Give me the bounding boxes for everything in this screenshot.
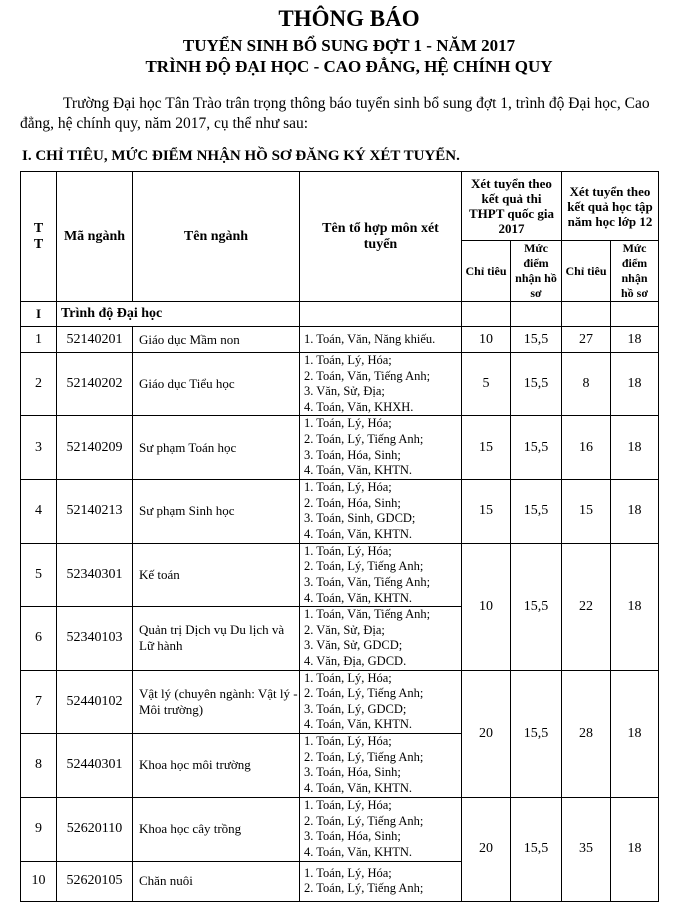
row-ten-nganh: Quản trị Dịch vụ Du lịch và Lữ hành [133,607,300,670]
combo-line: 3. Toán, Hóa, Sinh; [304,765,401,780]
header-to-hop: Tên tổ hợp môn xét tuyển [300,172,462,302]
combo-line: 1. Toán, Lý, Hóa; [304,865,392,880]
row-ten-nganh: Giáo dục Mầm non [133,327,300,353]
group-muc-diem-thpt: 15,5 [511,797,562,901]
group-muc-diem-thpt: 15,5 [511,670,562,797]
row-muc-diem-thpt: 15,5 [511,479,562,543]
row-to-hop [300,543,462,606]
table-row [21,670,659,733]
section-row-tt: I [21,302,57,327]
header-tt: T T [21,172,57,302]
table-row [21,353,659,416]
row-chi-tieu-thpt: 5 [462,353,511,416]
row-to-hop [300,607,462,670]
group-muc-diem-thpt: 15,5 [511,543,562,670]
header-ma-nganh: Mã ngành [57,172,133,302]
row-chi-tieu-hocba: 8 [562,353,611,416]
row-ma-nganh: 52140201 [57,327,133,353]
table-row [21,479,659,543]
combo-line: 4. Toán, Văn, KHTN. [304,717,413,732]
group-chi-tieu-thpt: 20 [462,670,511,797]
combo-line: 4. Toán, Văn, KHTN. [304,590,413,605]
table-row [21,327,659,353]
row-muc-diem-thpt: 15,5 [511,416,562,479]
row-to-hop [300,353,462,416]
section-row-label: Trình độ Đại học [57,302,300,327]
group-chi-tieu-hocba: 35 [562,797,611,901]
group-chi-tieu-thpt: 10 [462,543,511,670]
combo-line: 1. Toán, Lý, Hóa; [304,480,392,495]
header-group-thpt: Xét tuyển theo kết quả thi THPT quốc gia 2017 [462,172,562,241]
row-tt: 5 [21,543,57,606]
row-chi-tieu-thpt: 10 [462,327,511,353]
combo-line: 1. Toán, Lý, Hóa; [304,543,392,558]
row-tt: 6 [21,607,57,670]
combo-line: 2. Toán, Văn, Tiếng Anh; [304,368,431,383]
row-muc-diem-hocba: 18 [611,353,659,416]
row-to-hop [300,797,462,861]
row-ten-nganh: Khoa học cây trồng [133,797,300,861]
notice-subtitle-1: TUYỂN SINH BỔ SUNG ĐỢT 1 - NĂM 2017 [182,36,516,55]
row-tt: 1 [21,327,57,353]
notice-subtitle-2: TRÌNH ĐỘ ĐẠI HỌC - CAO ĐẲNG, HỆ CHÍNH QUY [145,57,553,76]
row-ma-nganh: 52440301 [57,733,133,797]
combo-line: 1. Toán, Văn, Tiếng Anh; [304,607,431,622]
row-ten-nganh: Giáo dục Tiểu học [133,353,300,416]
row-to-hop [300,479,462,543]
combo-line: 2. Toán, Lý, Tiếng Anh; [304,881,424,896]
header-muc-diem-2: Mức điểm nhận hồ sơ [611,241,659,302]
row-to-hop [300,733,462,797]
section-heading: I. CHỈ TIÊU, MỨC ĐIỂM NHẬN HỒ SƠ ĐĂNG KÝ XÉT TUYỂN. [22,148,460,164]
notice-title: THÔNG BÁO [278,6,420,31]
combo-line: 3. Toán, Văn, Tiếng Anh; [304,574,431,589]
combo-line: 2. Toán, Lý, Tiếng Anh; [304,431,424,446]
row-tt: 2 [21,353,57,416]
group-chi-tieu-thpt: 20 [462,797,511,901]
row-to-hop [300,327,462,353]
table-row [21,543,659,606]
row-chi-tieu-hocba: 27 [562,327,611,353]
combo-line: 1. Toán, Lý, Hóa; [304,670,392,685]
group-muc-diem-hocba: 18 [611,797,659,901]
row-ten-nganh: Sư phạm Sinh học [133,479,300,543]
combo-line: 4. Toán, Văn, KHTN. [304,463,413,478]
row-ma-nganh: 52620105 [57,861,133,901]
combo-line: 4. Toán, Văn, KHTN. [304,844,413,859]
row-ma-nganh: 52340301 [57,543,133,606]
combo-line: 3. Văn, Sử, Địa; [304,384,385,399]
row-muc-diem-thpt: 15,5 [511,327,562,353]
combo-line: 4. Văn, Địa, GDCD. [304,653,407,668]
row-chi-tieu-hocba: 15 [562,479,611,543]
combo-line: 4. Toán, Văn, KHXH. [304,399,414,414]
combo-line: 3. Toán, Hóa, Sinh; [304,829,401,844]
combo-line: 1. Toán, Lý, Hóa; [304,798,392,813]
row-tt: 9 [21,797,57,861]
admission-table [20,171,659,902]
group-chi-tieu-hocba: 28 [562,670,611,797]
combo-line: 2. Toán, Lý, Tiếng Anh; [304,749,424,764]
header-chi-tieu-2: Chỉ tiêu [562,241,611,302]
header-muc-diem-1: Mức điểm nhận hồ sơ [511,241,562,302]
combo-line: 1. Toán, Lý, Hóa; [304,416,392,431]
group-chi-tieu-hocba: 22 [562,543,611,670]
row-ma-nganh: 52140202 [57,353,133,416]
intro-paragraph: Trường Đại học Tân Trào trân trọng thông báo tuyển sinh bổ sung đợt 1, trình độ Đại học, Cao đẳng, hệ chính quy, năm 2017, cụ thể như sau: [20,95,650,132]
row-ten-nganh: Kế toán [133,543,300,606]
row-ten-nganh: Vật lý (chuyên ngành: Vật lý - Môi trường) [133,670,300,733]
row-muc-diem-hocba: 18 [611,479,659,543]
row-muc-diem-thpt: 15,5 [511,353,562,416]
combo-line: 4. Toán, Văn, KHTN. [304,780,413,795]
header-group-hocba: Xét tuyển theo kết quả học tập năm học lớp 12 [562,172,659,241]
combo-line: 3. Văn, Sử, GDCD; [304,638,403,653]
row-chi-tieu-thpt: 15 [462,416,511,479]
combo-line: 3. Toán, Sinh, GDCD; [304,511,416,526]
table-row [21,797,659,861]
row-tt: 4 [21,479,57,543]
combo-line: 2. Toán, Lý, Tiếng Anh; [304,686,424,701]
row-ten-nganh: Khoa học môi trường [133,733,300,797]
row-chi-tieu-thpt: 15 [462,479,511,543]
row-to-hop [300,670,462,733]
combo-line: 1. Toán, Lý, Hóa; [304,734,392,749]
combo-line: 3. Toán, Hóa, Sinh; [304,447,401,462]
row-ma-nganh: 52140213 [57,479,133,543]
row-muc-diem-hocba: 18 [611,416,659,479]
row-ma-nganh: 52340103 [57,607,133,670]
row-tt: 10 [21,861,57,901]
row-chi-tieu-hocba: 16 [562,416,611,479]
row-ten-nganh: Sư phạm Toán học [133,416,300,479]
table-row [21,416,659,479]
combo-line: 2. Toán, Hóa, Sinh; [304,495,401,510]
combo-line: 3. Toán, Lý, GDCD; [304,701,407,716]
row-to-hop [300,861,462,901]
row-to-hop [300,416,462,479]
row-ma-nganh: 52620110 [57,797,133,861]
combo-line: 4. Toán, Văn, KHTN. [304,526,413,541]
row-muc-diem-hocba: 18 [611,327,659,353]
row-ten-nganh: Chăn nuôi [133,861,300,901]
combo-line: 2. Toán, Lý, Tiếng Anh; [304,813,424,828]
row-ma-nganh: 52140209 [57,416,133,479]
header-ten-nganh: Tên ngành [133,172,300,302]
combo-line: 2. Toán, Lý, Tiếng Anh; [304,559,424,574]
group-muc-diem-hocba: 18 [611,543,659,670]
row-tt: 7 [21,670,57,733]
combo-line: 1. Toán, Lý, Hóa; [304,353,392,367]
group-muc-diem-hocba: 18 [611,670,659,797]
header-chi-tieu-1: Chỉ tiêu [462,241,511,302]
row-tt: 8 [21,733,57,797]
combo-line: 1. Toán, Văn, Năng khiếu. [304,331,436,346]
row-tt: 3 [21,416,57,479]
combo-line: 2. Văn, Sử, Địa; [304,622,385,637]
row-ma-nganh: 52440102 [57,670,133,733]
